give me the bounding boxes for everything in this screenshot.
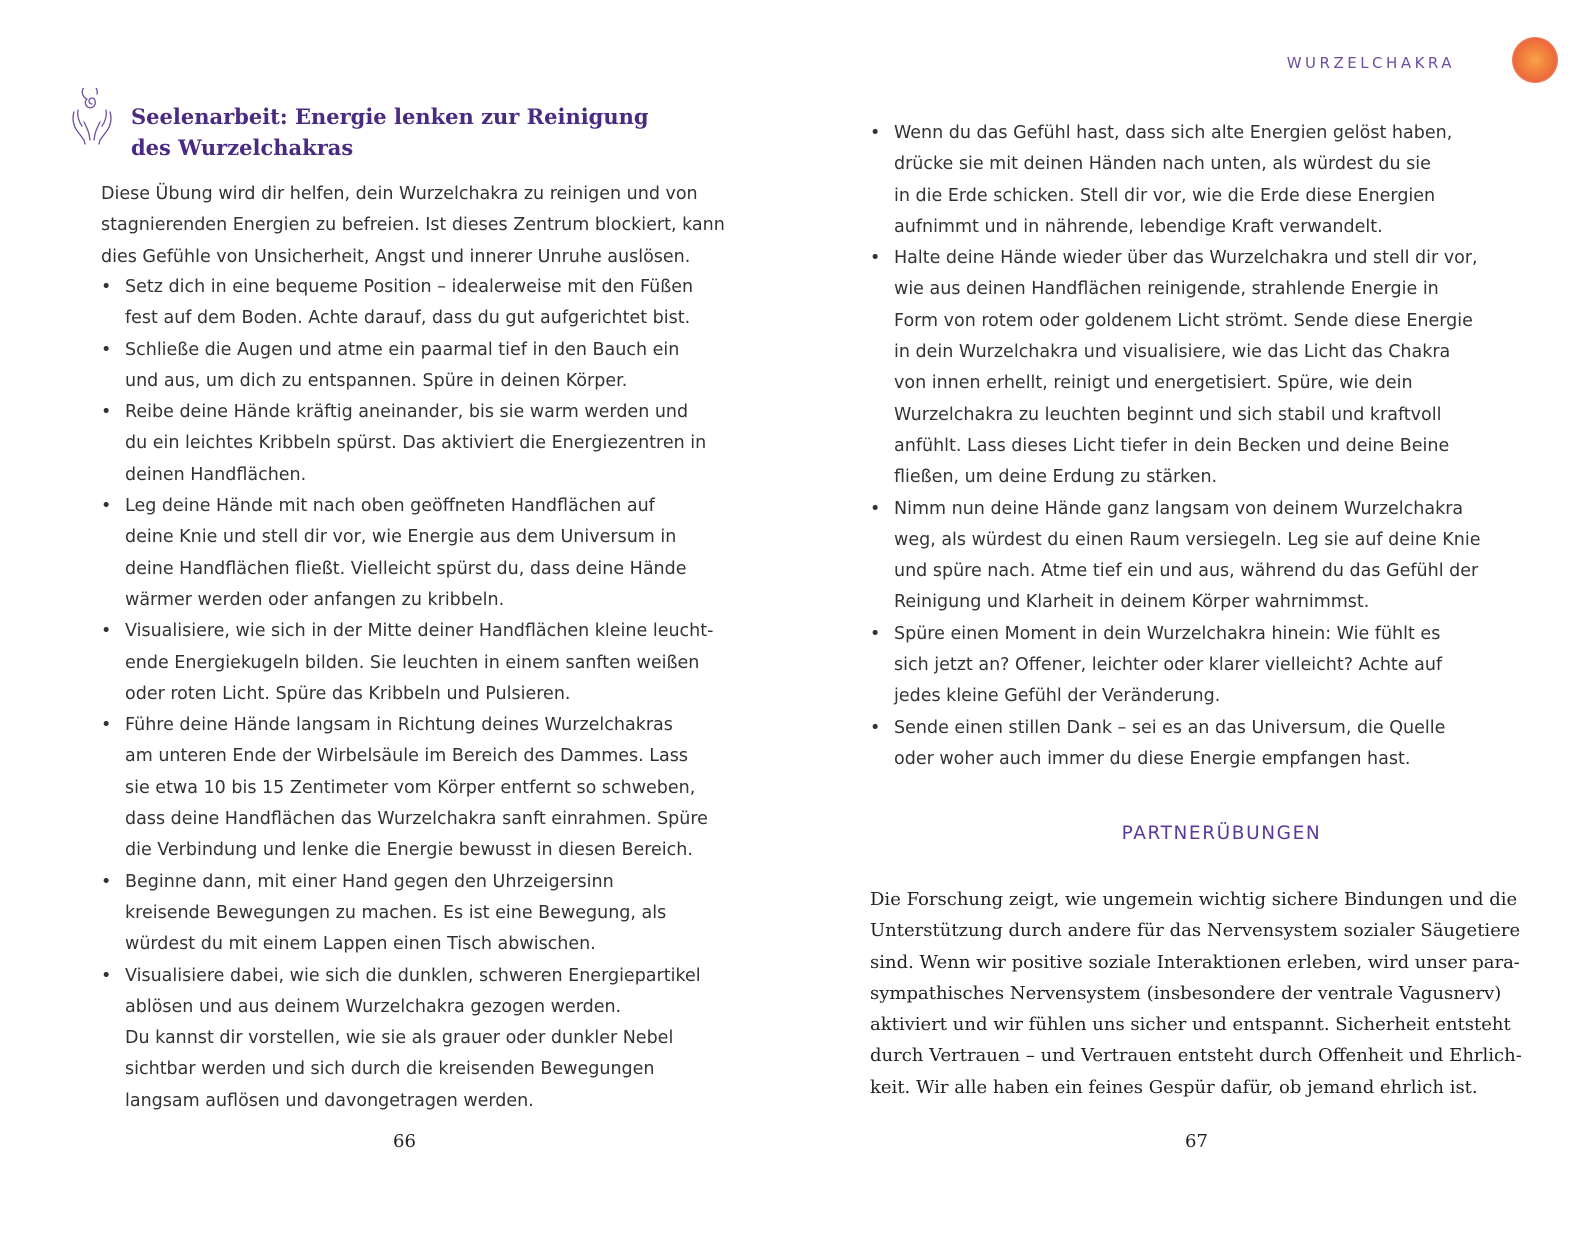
list-item-line: Beginne dann, mit einer Hand gegen den Uhrzeigersinn — [125, 871, 614, 892]
list-item-line: Halte deine Hände wieder über das Wurzelchakra und stell dir vor, — [894, 248, 1478, 269]
hands-spiral-icon — [68, 88, 116, 146]
list-item-line: Form von rotem oder goldenem Licht strömt. Sende diese Energie — [894, 310, 1473, 331]
list-item — [101, 616, 741, 710]
list-item — [101, 335, 741, 398]
list-item-line: ende Energiekugeln bilden. Sie leuchten in einem sanften weißen — [125, 652, 700, 673]
list-item-line: von innen erhellt, reinigt und energetisiert. Spüre, wie dein — [894, 373, 1413, 394]
list-item — [870, 494, 1510, 619]
list-item-line: fließen, um deine Erdung zu stärken. — [894, 467, 1218, 488]
bullet-icon: • — [870, 248, 881, 269]
list-item-line: würdest du mit einem Lappen einen Tisch abwischen. — [125, 934, 596, 955]
list-item-line: Nimm nun deine Hände ganz langsam von deinem Wurzelchakra — [894, 498, 1464, 519]
bullet-icon: • — [101, 871, 112, 892]
list-item-line: Visualisiere dabei, wie sich die dunklen, schweren Energiepartikel — [125, 965, 701, 986]
list-item-line: wie aus deinen Handflächen reinigende, strahlende Energie in — [894, 279, 1439, 300]
list-item-line: Wenn du das Gefühl hast, dass sich alte Energien gelöst haben, — [894, 123, 1453, 143]
list-item-line: Visualisiere, wie sich in der Mitte deiner Handflächen kleine leucht- — [125, 621, 714, 642]
list-item-line: sich jetzt an? Offener, leichter oder klarer vielleicht? Achte auf — [894, 655, 1443, 676]
intro-line: Diese Übung wird dir helfen, dein Wurzelchakra zu reinigen und von — [101, 184, 698, 204]
list-item-line: du ein leichtes Kribbeln spürst. Das aktiviert die Energiezentren in — [125, 433, 707, 454]
bullet-icon: • — [101, 277, 112, 297]
list-item-line: sichtbar werden und sich durch die kreisenden Bewegungen — [125, 1059, 655, 1080]
list-item-line: jedes kleine Gefühl der Veränderung. — [894, 686, 1221, 707]
list-item-line: drücke sie mit deinen Händen nach unten, als würdest du sie — [894, 154, 1431, 175]
body-line: sind. Wenn wir positive soziale Interaktionen erleben, wird unser para- — [870, 951, 1520, 973]
exercise-steps-list-continued — [870, 118, 1510, 775]
section-title-line: des Wurzelchakras — [131, 135, 354, 160]
exercise-steps-list — [101, 272, 741, 1117]
list-item-line: weg, als würdest du einen Raum versiegeln. Leg sie auf deine Knie — [894, 529, 1481, 550]
list-item-line: ablösen und aus deinem Wurzelchakra gezogen werden. — [125, 996, 622, 1017]
bullet-icon: • — [870, 623, 881, 644]
list-item-line: langsam auflösen und davongetragen werden. — [125, 1090, 534, 1111]
list-item-line: dass deine Handflächen das Wurzelchakra sanft einrahmen. Spüre — [125, 809, 708, 830]
list-item — [101, 867, 741, 961]
list-item-line: Schließe die Augen und atme ein paarmal tief in den Bauch ein — [125, 339, 680, 360]
list-item-line: deine Knie und stell dir vor, wie Energie aus dem Universum in — [125, 527, 677, 548]
list-item-line: deinen Handflächen. — [125, 464, 307, 485]
list-item — [101, 397, 741, 491]
list-item-line: Leg deine Hände mit nach oben geöffneten Handflächen auf — [125, 496, 655, 517]
list-item-line: wärmer werden oder anfangen zu kribbeln. — [125, 589, 505, 610]
list-item-line: in die Erde schicken. Stell dir vor, wie die Erde diese Energien — [894, 185, 1436, 206]
list-item-line: Wurzelchakra zu leuchten beginnt und sich stabil und kraftvoll — [894, 404, 1442, 425]
list-item-line: Setz dich in eine bequeme Position – idealerweise mit den Füßen — [125, 277, 694, 297]
bullet-icon: • — [101, 496, 112, 517]
bullet-icon: • — [870, 123, 881, 143]
list-item-line: anfühlt. Lass dieses Licht tiefer in dein Becken und deine Beine — [894, 435, 1450, 456]
list-item-line: und spüre nach. Atme tief ein und aus, während du das Gefühl der — [894, 561, 1479, 582]
bullet-icon: • — [870, 717, 881, 738]
list-item-line: kreisende Bewegungen zu machen. Es ist eine Bewegung, als — [125, 902, 667, 923]
bullet-icon: • — [870, 498, 881, 519]
list-item-line: und aus, um dich zu entspannen. Spüre in deinen Körper. — [125, 370, 628, 391]
intro-line: dies Gefühle von Unsicherheit, Angst und innerer Unruhe auslösen. — [101, 246, 691, 267]
list-item — [870, 243, 1510, 493]
body-line: durch Vertrauen – und Vertrauen entsteht durch Offenheit und Ehrlich- — [870, 1045, 1522, 1067]
list-item — [101, 491, 741, 616]
intro-line: stagnierenden Energien zu befreien. Ist dieses Zentrum blockiert, kann — [101, 215, 725, 236]
list-item-line: am unteren Ende der Wirbelsäule im Bereich des Dammes. Lass — [125, 746, 688, 767]
list-item-line: fest auf dem Boden. Achte darauf, dass du gut aufgerichtet bist. — [125, 308, 691, 329]
bullet-icon: • — [101, 621, 112, 642]
list-item-line: in dein Wurzelchakra und visualisiere, wie das Licht das Chakra — [894, 342, 1451, 363]
list-item-line: Führe deine Hände langsam in Richtung deines Wurzelchakras — [125, 715, 673, 736]
list-item — [101, 272, 741, 335]
list-item-line: Spüre einen Moment in dein Wurzelchakra hinein: Wie fühlt es — [894, 623, 1441, 644]
right-page — [797, 0, 1594, 1240]
list-item — [101, 961, 741, 1117]
section-title — [131, 101, 651, 163]
list-item-line: sie etwa 10 bis 15 Zentimeter vom Körper entfernt so schweben, — [125, 777, 696, 798]
list-item-line: aufnimmt und in nährende, lebendige Kraft verwandelt. — [894, 216, 1383, 237]
body-line: sympathisches Nervensystem (insbesondere der ventrale Vagusnerv) — [870, 982, 1502, 1004]
body-line: Die Forschung zeigt, wie ungemein wichtig sichere Bindungen und die — [870, 889, 1518, 910]
section-heading: PARTNERÜBUNGEN — [1121, 823, 1322, 844]
section-title-line: Seelenarbeit: Energie lenken zur Reinigung — [131, 104, 649, 129]
body-line: keit. Wir alle haben ein feines Gespür dafür, ob jemand ehrlich ist. — [870, 1076, 1478, 1098]
bullet-icon: • — [101, 715, 112, 736]
list-item — [870, 713, 1510, 776]
intro-paragraph — [101, 179, 741, 273]
list-item-line: Reinigung und Klarheit in deinem Körper wahrnimmst. — [894, 592, 1370, 613]
bullet-icon: • — [101, 339, 112, 360]
running-header: WURZELCHAKRA — [1286, 54, 1455, 72]
list-item — [870, 619, 1510, 713]
body-line: aktiviert und wir fühlen uns sicher und entspannt. Sicherheit entsteht — [870, 1014, 1511, 1036]
list-item-line: Du kannst dir vorstellen, wie sie als grauer oder dunkler Nebel — [125, 1028, 674, 1049]
list-item-line: Sende einen stillen Dank – sei es an das Universum, die Quelle — [894, 717, 1446, 738]
list-item-line: oder woher auch immer du diese Energie empfangen hast. — [894, 748, 1411, 769]
page-number: 66 — [393, 1131, 416, 1152]
list-item — [870, 118, 1510, 243]
body-paragraph — [870, 884, 1522, 1103]
list-item-line: die Verbindung und lenke die Energie bewusst in diesen Bereich. — [125, 840, 693, 861]
bullet-icon: • — [101, 965, 112, 986]
page-number: 67 — [1185, 1131, 1208, 1152]
list-item-line: oder roten Licht. Spüre das Kribbeln und Pulsieren. — [125, 683, 571, 704]
list-item — [101, 710, 741, 866]
bullet-icon: • — [101, 402, 112, 423]
root-chakra-dot-icon — [1512, 37, 1558, 83]
list-item-line: deine Handflächen fließt. Vielleicht spürst du, dass deine Hände — [125, 558, 687, 579]
body-line: Unterstützung durch andere für das Nervensystem sozialer Säugetiere — [870, 920, 1521, 942]
list-item-line: Reibe deine Hände kräftig aneinander, bis sie warm werden und — [125, 402, 689, 423]
